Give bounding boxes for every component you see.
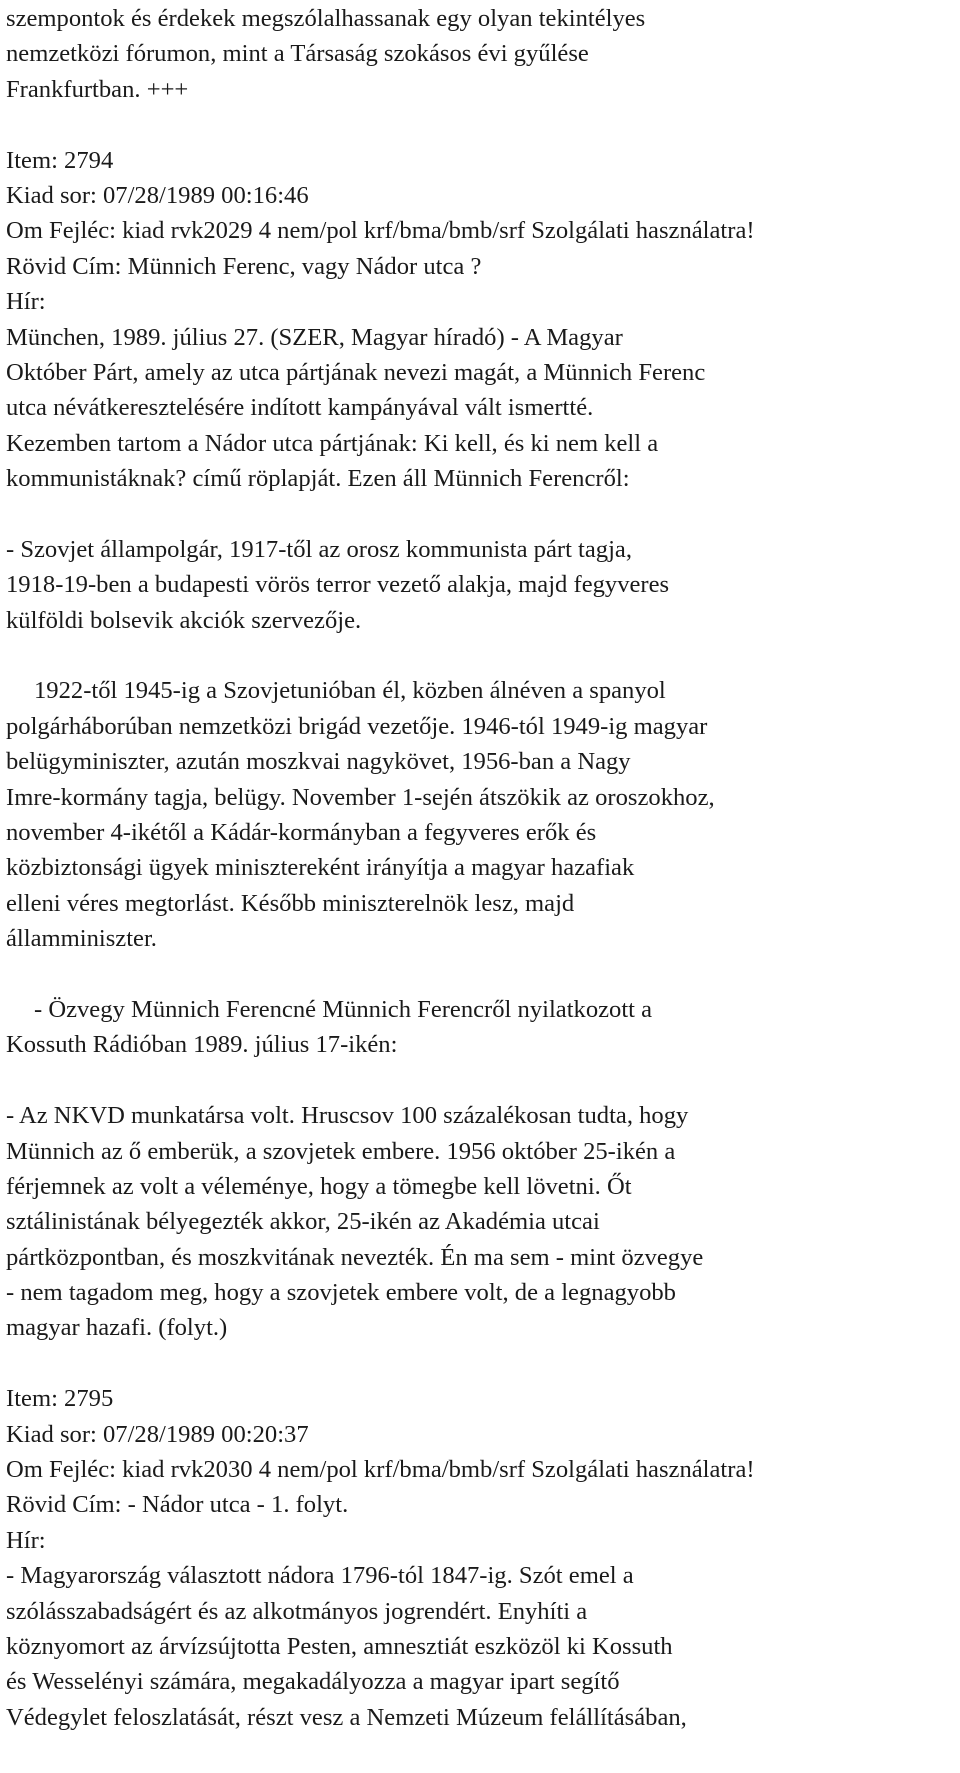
- blank-line: [6, 638, 960, 673]
- text-line: - Az NKVD munkatársa volt. Hruscsov 100 százalékosan tudta, hogy: [6, 1102, 689, 1130]
- item-number-2794: Item: 2794: [6, 146, 114, 174]
- text-line: Münnich az ő emberük, a szovjetek embere. 1956 október 25-ikén a: [6, 1137, 676, 1165]
- text-line: - nem tagadom meg, hogy a szovjetek embere volt, de a legnagyobb: [6, 1279, 676, 1307]
- text-line: Kossuth Rádióban 1989. július 17-ikén:: [6, 1031, 398, 1059]
- blank-line: [6, 107, 960, 142]
- text-line: köznyomort az árvízsújtotta Pesten, amnesztiát eszközöl ki Kossuth: [6, 1632, 673, 1660]
- text-line: - Szovjet állampolgár, 1917-től az orosz kommunista párt tagja,: [6, 535, 632, 563]
- hir-label: Hír:: [6, 288, 46, 316]
- text-line: belügyminiszter, azután moszkvai nagykövet, 1956-ban a Nagy: [6, 748, 631, 776]
- text-line: férjemnek az volt a véleménye, hogy a tömegbe kell lövetni. Őt: [6, 1172, 632, 1200]
- rovid-cim-line: Rövid Cím: Münnich Ferenc, vagy Nádor utca ?: [6, 252, 482, 280]
- text-line: - Magyarország választott nádora 1796-tól 1847-ig. Szót emel a: [6, 1562, 634, 1590]
- om-fejlec-line: Om Fejléc: kiad rvk2029 4 nem/pol krf/bma/bmb/srf Szolgálati használatra!: [6, 217, 755, 245]
- blank-line: [6, 1346, 960, 1381]
- text-line: elleni véres megtorlást. Később miniszterelnök lesz, majd: [6, 889, 575, 917]
- kiad-sor-line: Kiad sor: 07/28/1989 00:16:46: [6, 181, 309, 209]
- text-line: pártközpontban, és moszkvitának nevezték. Én ma sem - mint özvegye: [6, 1243, 704, 1271]
- text-line: utca névátkeresztelésére indított kampányával vált ismertté.: [6, 394, 594, 422]
- text-line: külföldi bolsevik akciók szervezője.: [6, 606, 362, 634]
- text-line: Imre-kormány tagja, belügy. November 1-sején átszökik az oroszokhoz,: [6, 783, 715, 811]
- text-line: - Özvegy Münnich Ferencné Münnich Ferencről nyilatkozott a: [34, 995, 653, 1023]
- text-line: nemzetközi fórumon, mint a Társaság szokásos évi gyűlése: [6, 40, 589, 68]
- om-fejlec-line: Om Fejléc: kiad rvk2030 4 nem/pol krf/bma/bmb/srf Szolgálati használatra!: [6, 1456, 755, 1484]
- item-number-2795: Item: 2795: [6, 1385, 114, 1413]
- rovid-cim-line: Rövid Cím: - Nádor utca - 1. folyt.: [6, 1491, 349, 1519]
- blank-line: [6, 957, 960, 992]
- text-line: szempontok és érdekek megszólalhassanak egy olyan tekintélyes: [6, 5, 646, 32]
- blank-line: [6, 1063, 960, 1098]
- text-line: polgárháborúban nemzetközi brigád vezetője. 1946-tól 1949-ig magyar: [6, 712, 708, 740]
- text-line: kommunistáknak? című röplapját. Ezen áll Münnich Ferencről:: [6, 465, 630, 493]
- text-line: szólásszabadságért és az alkotmányos jogrendért. Enyhíti a: [6, 1597, 588, 1625]
- text-line: és Wesselényi számára, megakadályozza a magyar ipart segítő: [6, 1668, 620, 1696]
- text-line: Október Párt, amely az utca pártjának nevezi magát, a Münnich Ferenc: [6, 358, 706, 386]
- blank-line: [6, 496, 960, 531]
- hir-label: Hír:: [6, 1526, 46, 1554]
- text-line: 1918-19-ben a budapesti vörös terror vezető alakja, majd fegyveres: [6, 571, 670, 599]
- text-line: 1922-től 1945-ig a Szovjetunióban él, közben álnéven a spanyol: [34, 677, 666, 705]
- text-line: Frankfurtban. +++: [6, 75, 189, 103]
- text-line: november 4-ikétől a Kádár-kormányban a fegyveres erők és: [6, 818, 597, 846]
- text-line: Kezemben tartom a Nádor utca pártjának: Ki kell, és ki nem kell a: [6, 429, 659, 457]
- text-line: államminiszter.: [6, 925, 157, 953]
- text-line: magyar hazafi. (folyt.): [6, 1314, 228, 1342]
- text-line: közbiztonsági ügyek minisztereként irányítja a magyar hazafiak: [6, 854, 635, 882]
- text-line: München, 1989. július 27. (SZER, Magyar híradó) - A Magyar: [6, 323, 623, 351]
- text-line: Védegylet feloszlatását, részt vesz a Nemzeti Múzeum felállításában,: [6, 1703, 687, 1731]
- kiad-sor-line: Kiad sor: 07/28/1989 00:20:37: [6, 1420, 309, 1448]
- text-line: sztálinistának bélyegezték akkor, 25-ikén az Akadémia utcai: [6, 1208, 600, 1236]
